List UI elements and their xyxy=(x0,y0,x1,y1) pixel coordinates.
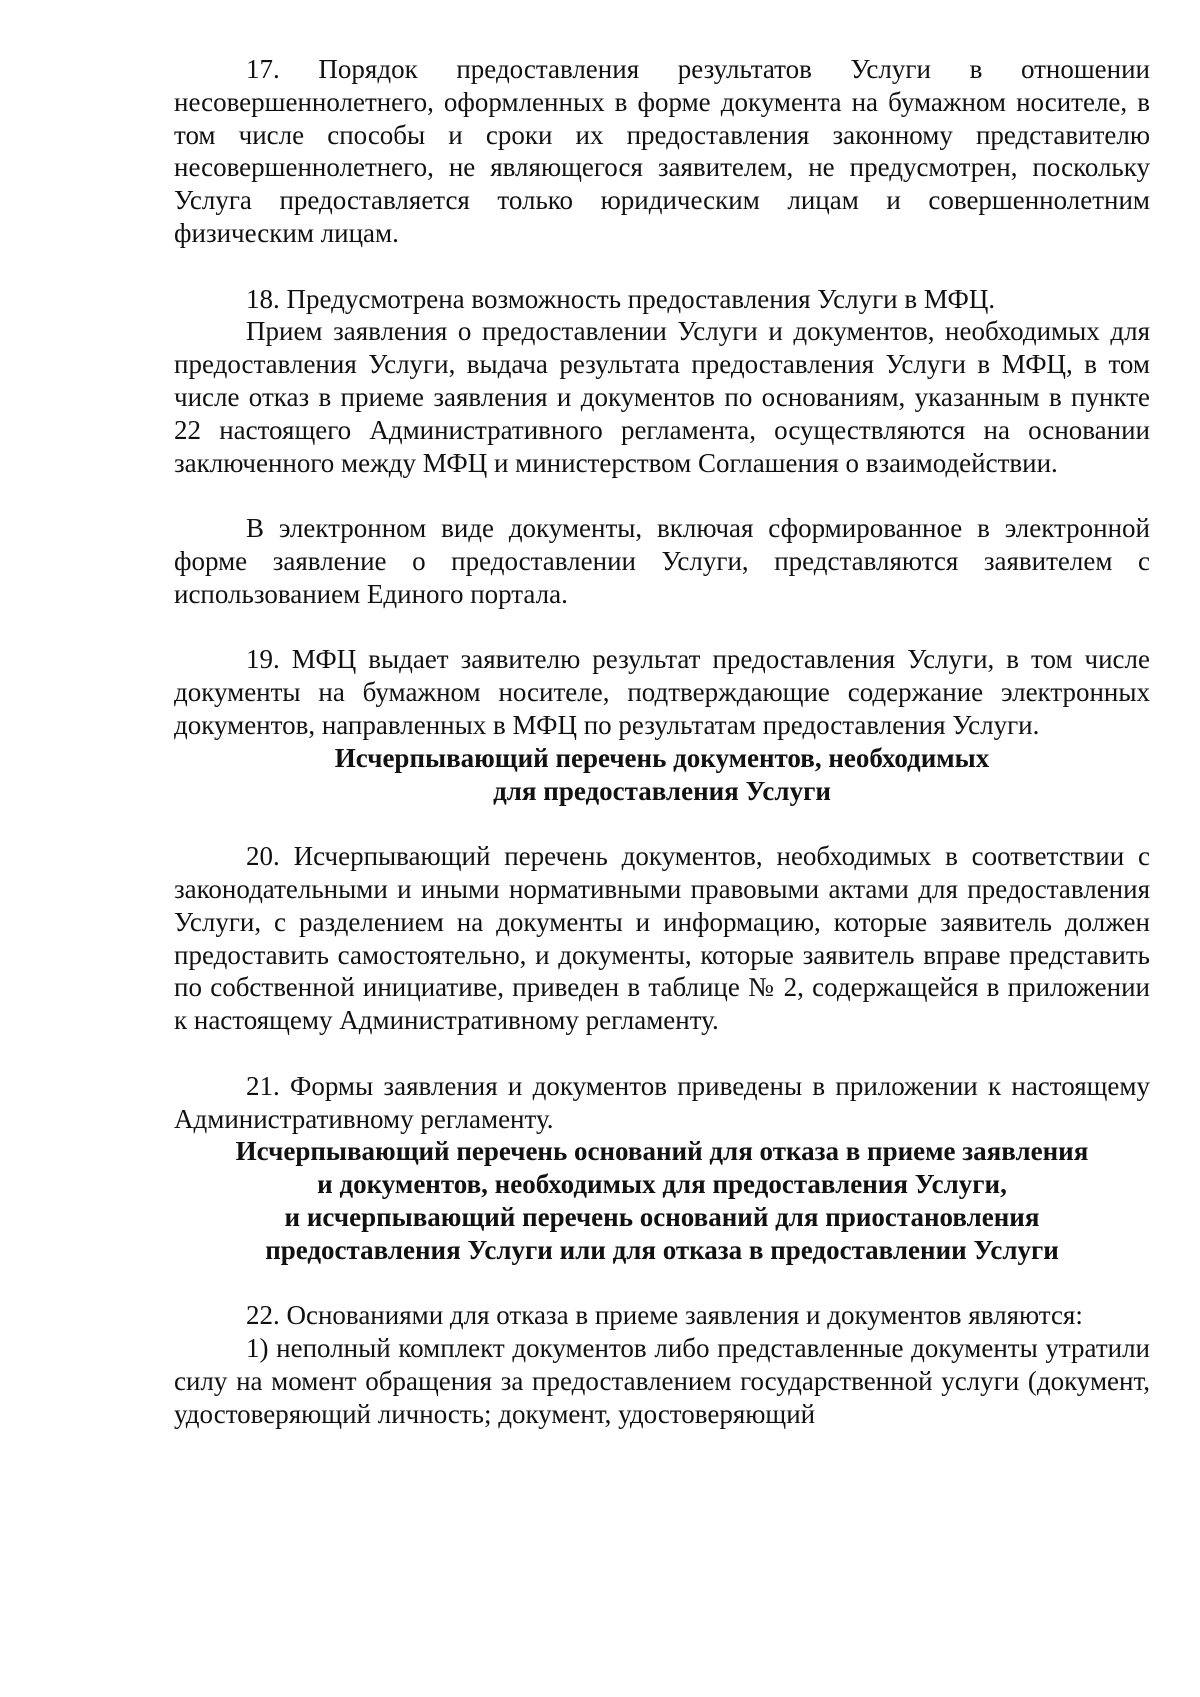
heading-line: Исчерпывающий перечень документов, необходимых xyxy=(334,742,990,773)
paragraph-19: 19. МФЦ выдает заявителю результат предоставления Услуги, в том числе документы на бумажном носителе, подтверждающие содержание электронных документов, направленных в МФЦ по результатам предоставления Услуги. xyxy=(174,644,1150,740)
heading-line: Исчерпывающий перечень оснований для отказа в приеме заявления xyxy=(235,1136,1089,1167)
paragraph-20: 20. Исчерпывающий перечень документов, необходимых в соответствии с законодательными и иными нормативными правовыми актами для предоставления Услуги, с разделением на документы и информацию, которые заявитель должен предоставить самостоятельно, и документы, которые заявитель вправе представить по собственной инициативе, приведен в таблице № 2, содержащейся в приложении к настоящему Административному регламенту. xyxy=(174,841,1150,1036)
document-body xyxy=(174,53,1150,1430)
heading-line: и документов, необходимых для предоставления Услуги, xyxy=(317,1169,1007,1200)
paragraph-18: 18. Предусмотрена возможность предоставления Услуги в МФЦ. xyxy=(246,283,996,314)
paragraph-18-reception: Прием заявления о предоставлении Услуги и документов, необходимых для предоставления Услуги, выдача результата предоставления Услуги в МФЦ, в том числе отказ в приеме заявления и документов по основаниям, указанным в пункте 22 настоящего Административного регламента, осуществляются на основании заключенного между МФЦ и министерством Соглашения о взаимодействии. xyxy=(174,316,1150,478)
heading-line: и исчерпывающий перечень оснований для приостановления xyxy=(284,1201,1040,1232)
paragraph-17: 17. Порядок предоставления результатов Услуги в отношении несовершеннолетнего, оформленных в форме документа на бумажном носителе, в том числе способы и сроки их предоставления законному представителю несовершеннолетнего, не являющегося заявителем, не предусмотрен, поскольку Услуга предоставляется только юридическим лицам и совершеннолетним физическим лицам. xyxy=(174,54,1150,248)
heading-line: предоставления Услуги или для отказа в предоставлении Услуги xyxy=(265,1234,1059,1265)
paragraph-22-item-1: 1) неполный комплект документов либо представленные документы утратили силу на момент обращения за предоставлением государственной услуги (документ, удостоверяющий личность; документ, удостоверяющий xyxy=(174,1333,1150,1429)
paragraph-22: 22. Основаниями для отказа в приеме заявления и документов являются: xyxy=(246,1300,1083,1331)
paragraph-21: 21. Формы заявления и документов приведены в приложении к настоящему Административному регламенту. xyxy=(174,1070,1150,1134)
heading-line: для предоставления Услуги xyxy=(493,775,831,806)
section-heading-refusal-grounds xyxy=(174,1135,1150,1266)
paragraph-18-electronic: В электронном виде документы, включая сформированное в электронной форме заявление о предоставлении Услуги, представляются заявителем с использованием Единого портала. xyxy=(174,513,1150,609)
section-heading-documents xyxy=(174,742,1150,808)
